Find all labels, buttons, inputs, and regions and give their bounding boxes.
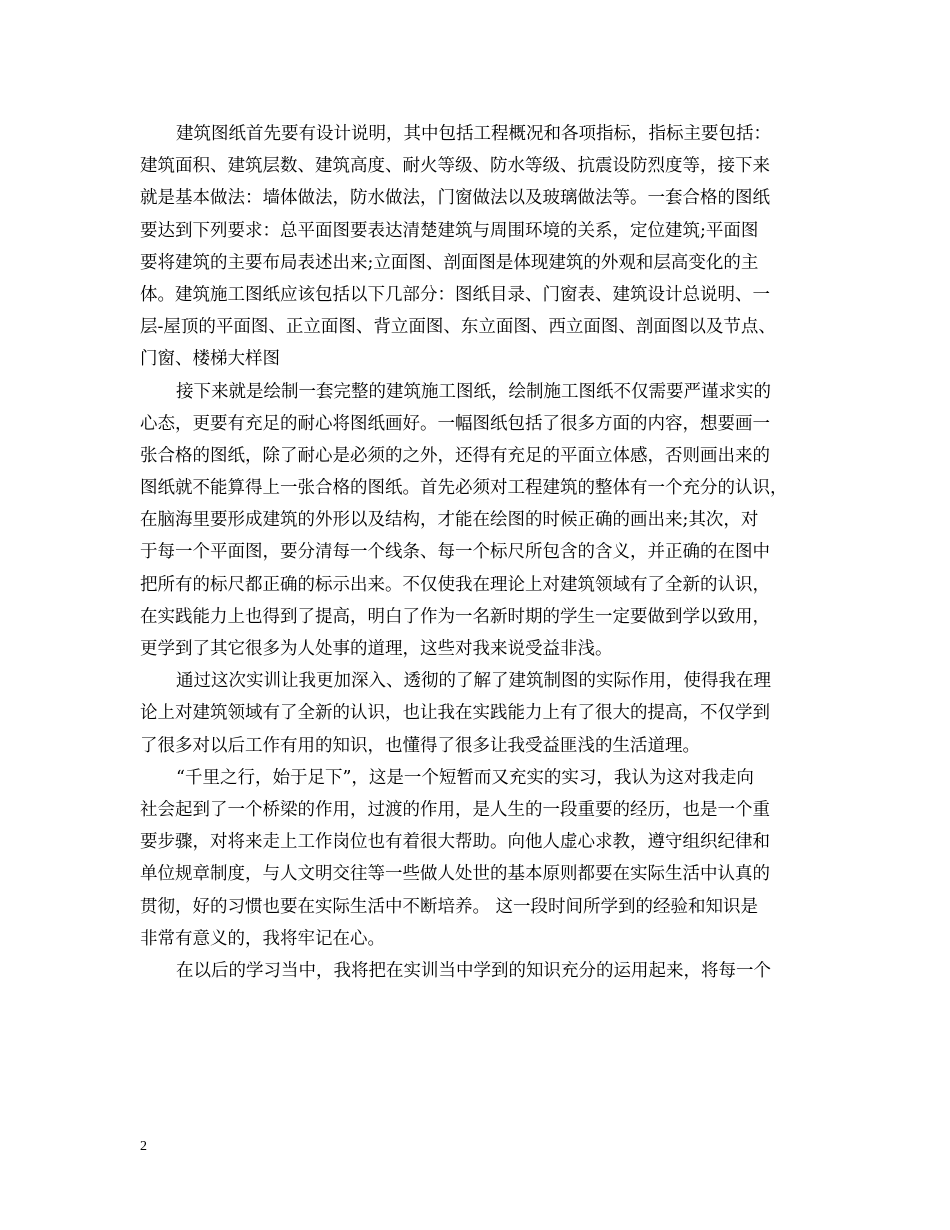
text-line: 社会起到了一个桥梁的作用，过渡的作用，是人生的一段重要的经历，也是一个重 <box>140 799 770 820</box>
text-line: 了很多对以后工作有用的知识，也懂得了很多让我受益匪浅的生活道理。 <box>140 735 700 756</box>
text-line: 通过这次实训让我更加深入、透彻的了解了建筑制图的实际作用，使得我在理 <box>176 671 771 692</box>
text-line: 单位规章制度，与人文明交往等一些做人处世的基本原则都要在实际生活中认真的 <box>140 864 770 885</box>
text-line: “千里之行，始于足下”，这是一个短暂而又充实的实习，我认为这对我走向 <box>176 767 754 788</box>
document-body <box>140 118 812 987</box>
paragraph <box>140 376 812 666</box>
text-line: 图纸就不能算得上一张合格的图纸。首先必须对工程建筑的整体有一个充分的认识， <box>140 478 788 499</box>
text-line: 体。建筑施工图纸应该包括以下几部分：图纸目录、门窗表、建筑设计总说明、一 <box>140 284 770 305</box>
paragraph <box>140 665 812 762</box>
text-line: 层-屋顶的平面图、正立面图、背立面图、东立面图、西立面图、剖面图以及节点、 <box>140 317 776 338</box>
text-line: 建筑面积、建筑层数、建筑高度、耐火等级、防水等级、抗震设防烈度等，接下来 <box>140 156 770 177</box>
text-line: 论上对建筑领域有了全新的认识，也让我在实践能力上有了很大的提高，不仅学到 <box>140 703 770 724</box>
text-line: 在以后的学习当中，我将把在实训当中学到的知识充分的运用起来，将每一个 <box>176 960 771 981</box>
text-line: 要达到下列要求：总平面图要表达清楚建筑与周围环境的关系，定位建筑;平面图 <box>140 220 759 241</box>
paragraph <box>140 762 812 955</box>
text-line: 在脑海里要形成建筑的外形以及结构，才能在绘图的时候正确的画出来;其次，对 <box>140 510 759 531</box>
text-line: 要将建筑的主要布局表述出来;立面图、剖面图是体现建筑的外观和层高变化的主 <box>140 252 759 273</box>
text-line: 贯彻，好的习惯也要在实际生活中不断培养。 这一段时间所学到的经验和知识是 <box>140 896 759 917</box>
text-line: 非常有意义的，我将牢记在心。 <box>140 928 385 949</box>
text-line: 门窗、楼梯大样图 <box>140 349 280 370</box>
text-line: 就是基本做法：墙体做法，防水做法，门窗做法以及玻璃做法等。一套合格的图纸 <box>140 188 770 209</box>
text-line: 张合格的图纸，除了耐心是必须的之外，还得有充足的平面立体感，否则画出来的 <box>140 445 770 466</box>
text-line: 建筑图纸首先要有设计说明，其中包括工程概况和各项指标，指标主要包括： <box>176 124 771 144</box>
page-number: 2 <box>140 1139 147 1154</box>
paragraph <box>140 118 812 376</box>
text-line: 在实践能力上也得到了提高，明白了作为一名新时期的学生一定要做到学以致用， <box>140 606 770 627</box>
text-line: 更学到了其它很多为人处事的道理，这些对我来说受益非浅。 <box>140 639 613 659</box>
text-line: 接下来就是绘制一套完整的建筑施工图纸，绘制施工图纸不仅需要严谨求实的 <box>176 381 771 402</box>
text-line: 于每一个平面图，要分清每一个线条、每一个标尺所包含的含义，并正确的在图中 <box>140 542 770 563</box>
paragraph <box>140 955 812 987</box>
text-line: 要步骤，对将来走上工作岗位也有着很大帮助。向他人虚心求教，遵守组织纪律和 <box>140 832 770 853</box>
text-line: 把所有的标尺都正确的标示出来。不仅使我在理论上对建筑领域有了全新的认识， <box>140 574 770 595</box>
text-line: 心态，更要有充足的耐心将图纸画好。一幅图纸包括了很多方面的内容，想要画一 <box>140 413 770 434</box>
